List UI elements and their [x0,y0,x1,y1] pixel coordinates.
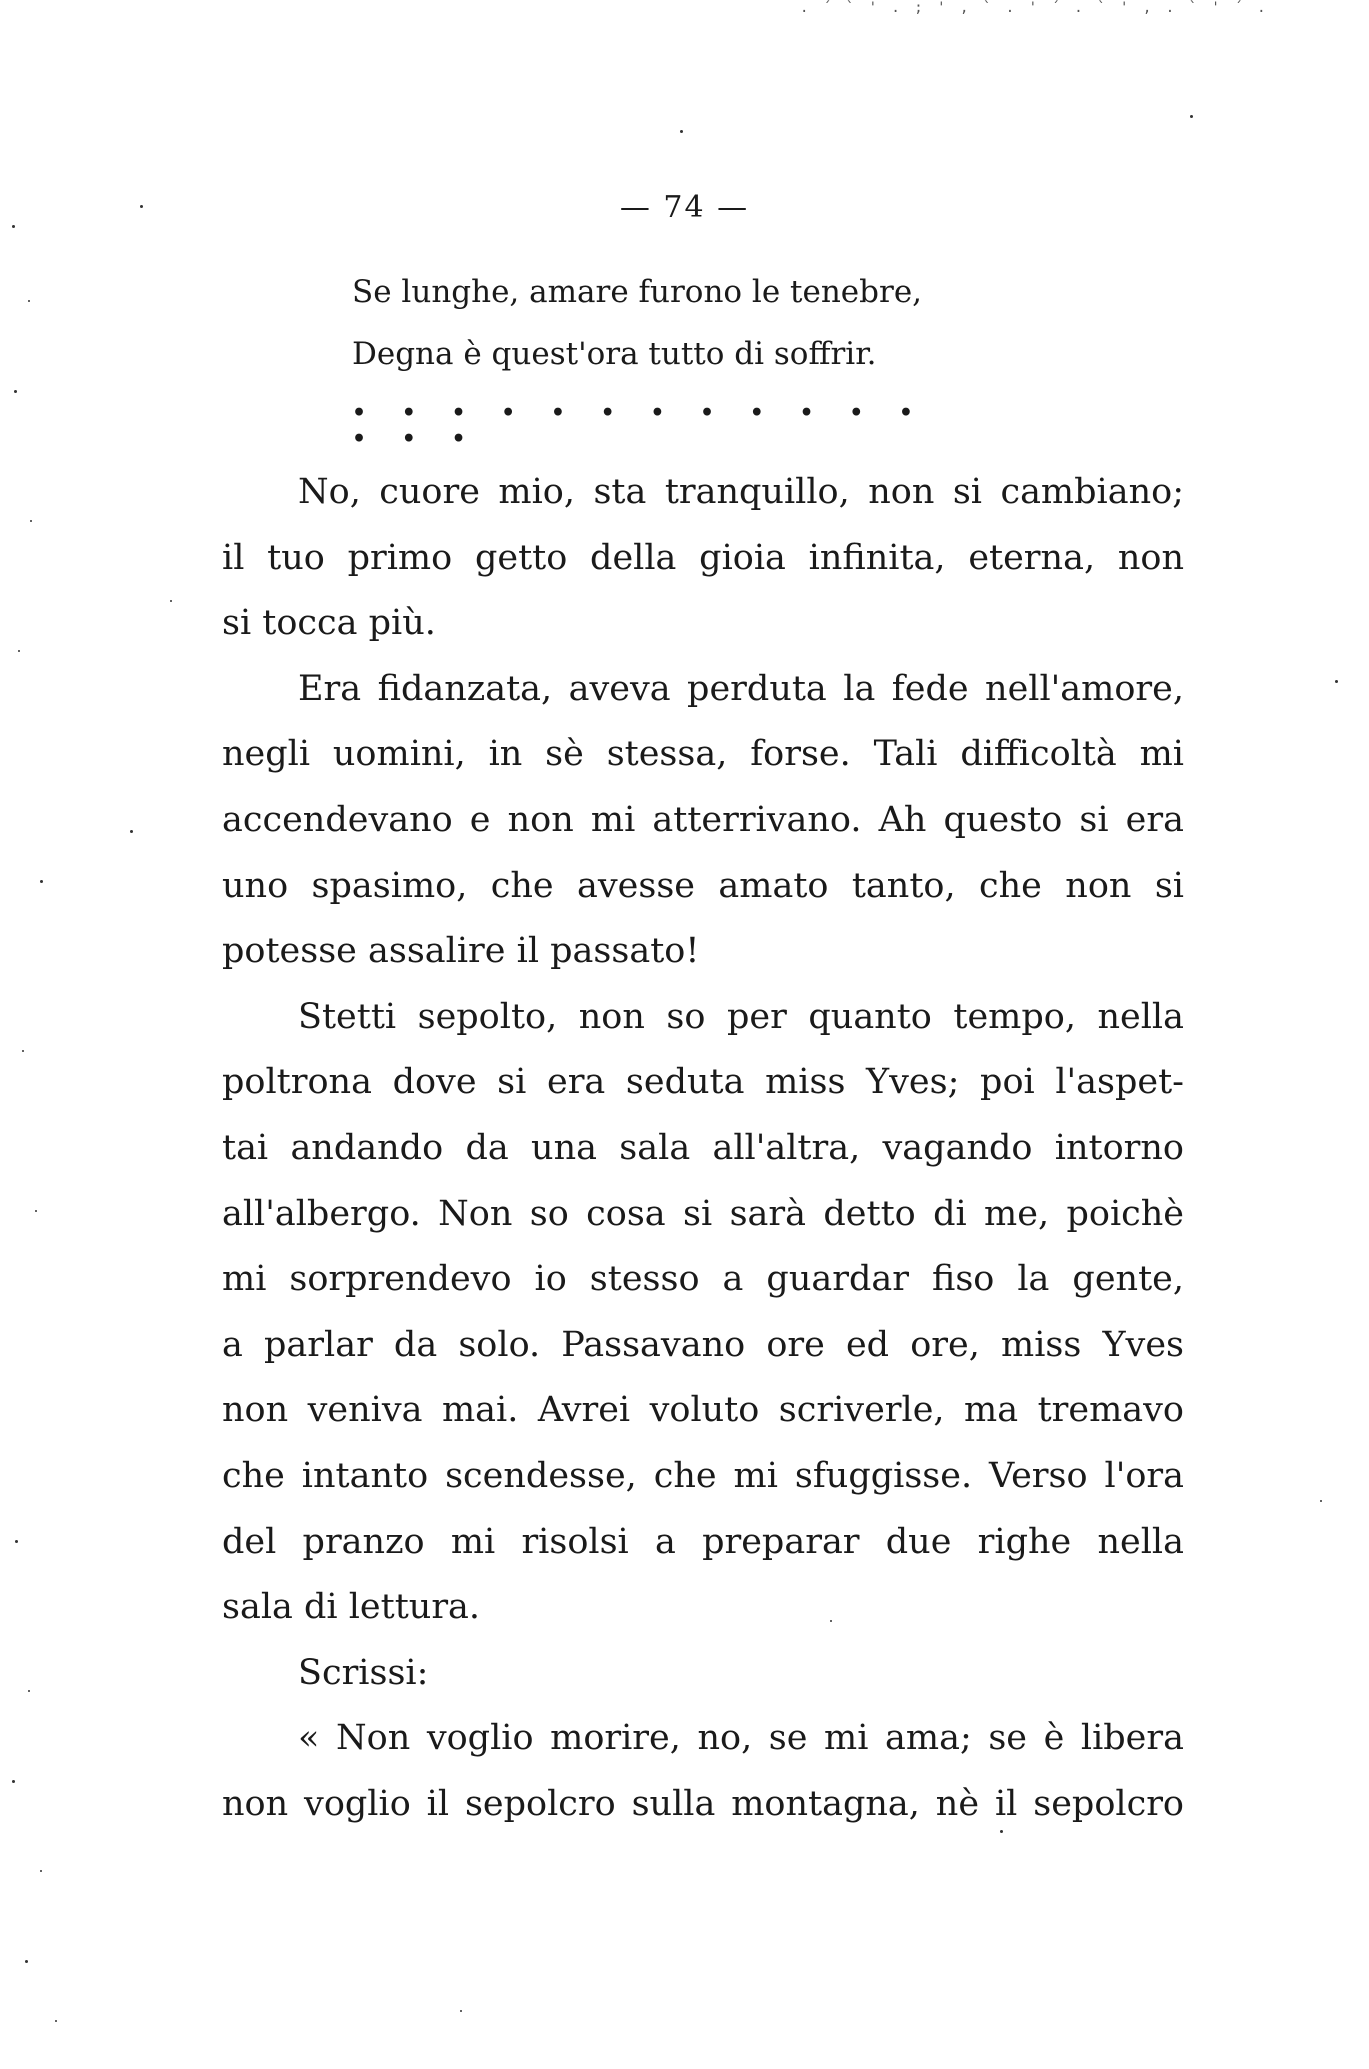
scan-speck [12,1780,15,1783]
text-line: tai andando da una sala all'altra, vagando intorno [222,1127,1184,1168]
text-line: accendevano e non mi atterrivano. Ah questo si era [222,799,1184,840]
separator-dots: • • • • • • • • • • • • • • • [352,400,927,452]
scan-speck [1190,115,1193,118]
text-line: No, cuore mio, sta tranquillo, non si cambiano; [298,472,1184,512]
scan-speck [1335,680,1338,683]
text-line: si tocca più. [222,603,436,644]
text-line: non voglio il sepolcro sulla montagna, nè il sepolcro [222,1783,1184,1824]
text-line: non veniva mai. Avrei voluto scriverle, ma tremavo [222,1390,1184,1431]
scan-speck [680,130,683,133]
scan-speck [22,1050,24,1052]
page-number: — 74 — [619,190,750,225]
scan-speck [55,2020,57,2022]
text-line: Scrissi: [298,1652,429,1693]
verse-line-1: Se lunghe, amare furono le tenebre, [352,274,923,310]
text-line: il tuo primo getto della gioia infinita, eterna, non [222,537,1184,578]
scan-speck [460,2010,462,2012]
text-line: poltrona dove si era seduta miss Yves; poi l'aspet- [222,1062,1184,1103]
scan-speck [28,300,30,302]
scan-speck [35,1210,37,1212]
scan-speck [40,880,43,883]
scan-speck [170,600,172,602]
text-line: del pranzo mi risolsi a preparar due righe nella [222,1521,1184,1562]
text-line: all'albergo. Non so cosa si sarà detto di me, poichè [222,1193,1184,1234]
scan-speck [15,1540,18,1543]
scan-speck [140,205,143,208]
scan-speck [25,1960,28,1963]
scan-speck [830,1620,832,1622]
scan-speck [18,650,20,652]
text-line: mi sorprendevo io stesso a guardar fiso la gente, [222,1259,1184,1300]
text-line: Stetti sepolto, non so per quanto tempo, nella [298,996,1184,1037]
text-line: che intanto scendesse, che mi sfuggisse. Verso l'ora [222,1455,1184,1496]
text-line: negli uomini, in sè stessa, forse. Tali difficoltà mi [222,734,1184,775]
scan-speck [30,520,32,522]
scan-speck [1000,1830,1003,1833]
text-line: « Non voglio morire, no, se mi ama; se è libera [298,1718,1184,1759]
scan-noise-top: . ´ ` ' . ; ' , ` . ' ´ . ` ' , . ` ' ´ . [800,0,1269,16]
section-separator [352,400,932,452]
scan-speck [40,1870,42,1872]
verse-line-2: Degna è quest'ora tutto di soffrir. [352,336,877,372]
body-text [222,460,1184,1837]
scan-speck [1320,1500,1322,1502]
scan-speck [14,390,17,393]
text-line: sala di lettura. [222,1587,481,1628]
scan-speck [130,830,133,833]
scan-speck [12,225,15,228]
text-line: Era fidanzata, aveva perduta la fede nell'amore, [298,668,1184,709]
scan-speck [28,1690,30,1692]
text-line: uno spasimo, che avesse amato tanto, che non si [222,865,1184,906]
text-line: potesse assalire il passato! [222,931,700,972]
text-line: a parlar da solo. Passavano ore ed ore, miss Yves [222,1324,1184,1365]
